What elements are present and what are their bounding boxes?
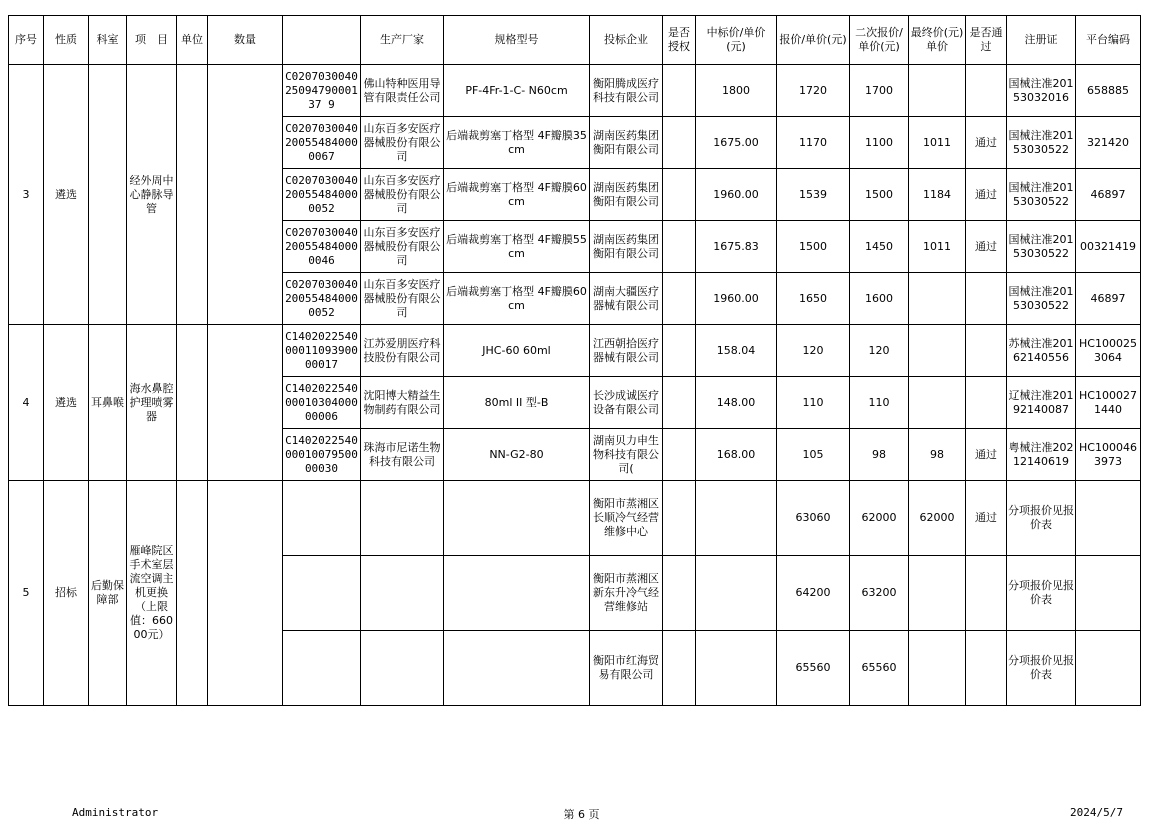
final-price-cell: 1184	[909, 169, 966, 221]
quote-cell: 1539	[777, 169, 850, 221]
maker-cell: 珠海市尼诺生物科技有限公司	[361, 429, 444, 481]
pass-cell: 通过	[966, 481, 1007, 556]
item-cell: 海水鼻腔护理喷雾器	[127, 325, 177, 481]
quote-cell: 1720	[777, 65, 850, 117]
spec-cell	[444, 481, 590, 556]
footer-user: Administrator	[72, 806, 159, 819]
maker-cell: 佛山特种医用导管有限责任公司	[361, 65, 444, 117]
header-cell	[283, 16, 361, 65]
header-cell: 最终价(元)单价	[909, 16, 966, 65]
code-cell	[283, 631, 361, 706]
platform-code-cell: HC1000253064	[1076, 325, 1141, 377]
reg-cert-cell: 分项报价见报价表	[1007, 556, 1076, 631]
pass-cell	[966, 556, 1007, 631]
final-price-cell: 1011	[909, 117, 966, 169]
unit-cell	[177, 481, 208, 706]
quote-cell: 65560	[777, 631, 850, 706]
bidder-cell: 衡阳腾成医疗科技有限公司	[590, 65, 663, 117]
final-price-cell: 62000	[909, 481, 966, 556]
second-quote-cell: 1450	[850, 221, 909, 273]
table-row	[9, 65, 1141, 117]
quote-cell: 120	[777, 325, 850, 377]
header-cell: 序号	[9, 16, 44, 65]
spec-cell: 后端裁剪塞丁格型 4F瓣膜35cm	[444, 117, 590, 169]
header-cell: 项 目	[127, 16, 177, 65]
header-cell: 规格型号	[444, 16, 590, 65]
reg-cert-cell: 国械注准20153030522	[1007, 273, 1076, 325]
win-price-cell: 1960.00	[696, 273, 777, 325]
final-price-cell	[909, 556, 966, 631]
code-cell: C14020225400001007950000030	[283, 429, 361, 481]
final-price-cell	[909, 273, 966, 325]
final-price-cell	[909, 325, 966, 377]
header-cell: 投标企业	[590, 16, 663, 65]
bidder-cell: 衡阳市蒸湘区长顺冷气经营维修中心	[590, 481, 663, 556]
auth-cell	[663, 117, 696, 169]
win-price-cell	[696, 631, 777, 706]
second-quote-cell: 1700	[850, 65, 909, 117]
header-cell: 平台编码	[1076, 16, 1141, 65]
second-quote-cell: 62000	[850, 481, 909, 556]
reg-cert-cell: 分项报价见报价表	[1007, 631, 1076, 706]
win-price-cell: 1800	[696, 65, 777, 117]
header-cell: 生产厂家	[361, 16, 444, 65]
code-cell: C14020225400001109390000017	[283, 325, 361, 377]
table-row	[9, 481, 1141, 556]
footer-date: 2024/5/7	[1070, 806, 1123, 819]
reg-cert-cell: 苏械注准20162140556	[1007, 325, 1076, 377]
pass-cell	[966, 377, 1007, 429]
platform-code-cell	[1076, 556, 1141, 631]
maker-cell	[361, 631, 444, 706]
win-price-cell: 1675.00	[696, 117, 777, 169]
spec-cell: PF-4Fr-1-C- N60cm	[444, 65, 590, 117]
win-price-cell: 168.00	[696, 429, 777, 481]
win-price-cell	[696, 556, 777, 631]
seq-cell: 4	[9, 325, 44, 481]
quote-cell: 105	[777, 429, 850, 481]
pass-cell	[966, 325, 1007, 377]
bidder-cell: 湖南医药集团衡阳有限公司	[590, 117, 663, 169]
maker-cell: 山东百多安医疗器械股份有限公司	[361, 273, 444, 325]
maker-cell	[361, 556, 444, 631]
item-cell: 经外周中心静脉导管	[127, 65, 177, 325]
bidder-cell: 湖南贝力申生物科技有限公司(	[590, 429, 663, 481]
item-cell: 雁峰院区手术室层流空调主机更换（上限值：66000元）	[127, 481, 177, 706]
code-cell: C14020225400001030400000006	[283, 377, 361, 429]
quantity-cell	[208, 65, 283, 325]
auth-cell	[663, 631, 696, 706]
final-price-cell: 1011	[909, 221, 966, 273]
bidder-cell: 江西朝拾医疗器械有限公司	[590, 325, 663, 377]
spec-cell: 后端裁剪塞丁格型 4F瓣膜60cm	[444, 169, 590, 221]
header-cell: 性质	[44, 16, 89, 65]
platform-code-cell: HC1000463973	[1076, 429, 1141, 481]
spec-cell	[444, 556, 590, 631]
reg-cert-cell: 国械注准20153030522	[1007, 169, 1076, 221]
code-cell: C0207030040200554840000067	[283, 117, 361, 169]
header-cell: 二次报价/单价(元)	[850, 16, 909, 65]
spec-cell: 80ml II 型-B	[444, 377, 590, 429]
bidder-cell: 湖南大疆医疗器械有限公司	[590, 273, 663, 325]
unit-cell	[177, 65, 208, 325]
platform-code-cell: 658885	[1076, 65, 1141, 117]
spec-cell: NN-G2-80	[444, 429, 590, 481]
footer-page: 第 6 页	[563, 808, 600, 821]
reg-cert-cell: 分项报价见报价表	[1007, 481, 1076, 556]
seq-cell: 3	[9, 65, 44, 325]
unit-cell	[177, 325, 208, 481]
platform-code-cell: 46897	[1076, 273, 1141, 325]
auth-cell	[663, 221, 696, 273]
dept-cell: 耳鼻喉	[89, 325, 127, 481]
win-price-cell: 1675.83	[696, 221, 777, 273]
header-row	[9, 16, 1141, 65]
pass-cell	[966, 631, 1007, 706]
quantity-cell	[208, 481, 283, 706]
win-price-cell: 158.04	[696, 325, 777, 377]
platform-code-cell: 321420	[1076, 117, 1141, 169]
auth-cell	[663, 169, 696, 221]
seq-cell: 5	[9, 481, 44, 706]
table-row	[9, 325, 1141, 377]
auth-cell	[663, 325, 696, 377]
code-cell: C0207030040200554840000052	[283, 169, 361, 221]
auth-cell	[663, 481, 696, 556]
final-price-cell	[909, 65, 966, 117]
maker-cell: 沈阳博大精益生物制药有限公司	[361, 377, 444, 429]
platform-code-cell	[1076, 481, 1141, 556]
maker-cell	[361, 481, 444, 556]
auth-cell	[663, 377, 696, 429]
auth-cell	[663, 65, 696, 117]
second-quote-cell: 110	[850, 377, 909, 429]
header-cell: 科室	[89, 16, 127, 65]
final-price-cell: 98	[909, 429, 966, 481]
reg-cert-cell: 国械注准20153030522	[1007, 221, 1076, 273]
second-quote-cell: 65560	[850, 631, 909, 706]
bidder-cell: 衡阳市蒸湘区新东升冷气经营维修站	[590, 556, 663, 631]
quote-cell: 110	[777, 377, 850, 429]
maker-cell: 江苏爱朋医疗科技股份有限公司	[361, 325, 444, 377]
reg-cert-cell: 国械注准20153032016	[1007, 65, 1076, 117]
auth-cell	[663, 429, 696, 481]
auth-cell	[663, 556, 696, 631]
dept-cell: 后勤保障部	[89, 481, 127, 706]
spec-cell	[444, 631, 590, 706]
auth-cell	[663, 273, 696, 325]
win-price-cell	[696, 481, 777, 556]
platform-code-cell	[1076, 631, 1141, 706]
spec-cell: JHC-60 60ml	[444, 325, 590, 377]
second-quote-cell: 63200	[850, 556, 909, 631]
pass-cell: 通过	[966, 429, 1007, 481]
reg-cert-cell: 辽械注准20192140087	[1007, 377, 1076, 429]
quote-cell: 64200	[777, 556, 850, 631]
code-cell	[283, 556, 361, 631]
code-cell: C02070300402509479000137 9	[283, 65, 361, 117]
code-cell	[283, 481, 361, 556]
spec-cell: 后端裁剪塞丁格型 4F瓣膜55cm	[444, 221, 590, 273]
win-price-cell: 148.00	[696, 377, 777, 429]
second-quote-cell: 120	[850, 325, 909, 377]
maker-cell: 山东百多安医疗器械股份有限公司	[361, 117, 444, 169]
reg-cert-cell: 国械注准20153030522	[1007, 117, 1076, 169]
bidder-cell: 湖南医药集团衡阳有限公司	[590, 169, 663, 221]
pass-cell	[966, 273, 1007, 325]
maker-cell: 山东百多安医疗器械股份有限公司	[361, 221, 444, 273]
quote-cell: 1500	[777, 221, 850, 273]
pass-cell: 通过	[966, 117, 1007, 169]
second-quote-cell: 98	[850, 429, 909, 481]
second-quote-cell: 1100	[850, 117, 909, 169]
bidder-cell: 长沙成诚医疗设备有限公司	[590, 377, 663, 429]
second-quote-cell: 1600	[850, 273, 909, 325]
pass-cell: 通过	[966, 221, 1007, 273]
header-cell: 单位	[177, 16, 208, 65]
header-cell: 是否通过	[966, 16, 1007, 65]
bidder-cell: 衡阳市红海贸易有限公司	[590, 631, 663, 706]
reg-cert-cell: 粤械注准20212140619	[1007, 429, 1076, 481]
nature-cell: 遴选	[44, 325, 89, 481]
platform-code-cell: 00321419	[1076, 221, 1141, 273]
spec-cell: 后端裁剪塞丁格型 4F瓣膜60cm	[444, 273, 590, 325]
second-quote-cell: 1500	[850, 169, 909, 221]
dept-cell	[89, 65, 127, 325]
header-cell: 数量	[208, 16, 283, 65]
maker-cell: 山东百多安医疗器械股份有限公司	[361, 169, 444, 221]
final-price-cell	[909, 631, 966, 706]
nature-cell: 遴选	[44, 65, 89, 325]
header-cell: 中标价/单价(元)	[696, 16, 777, 65]
header-cell: 注册证	[1007, 16, 1076, 65]
nature-cell: 招标	[44, 481, 89, 706]
bidder-cell: 湖南医药集团衡阳有限公司	[590, 221, 663, 273]
code-cell: C0207030040200554840000046	[283, 221, 361, 273]
quantity-cell	[208, 325, 283, 481]
win-price-cell: 1960.00	[696, 169, 777, 221]
header-cell: 报价/单价(元)	[777, 16, 850, 65]
quote-cell: 1170	[777, 117, 850, 169]
final-price-cell	[909, 377, 966, 429]
platform-code-cell: 46897	[1076, 169, 1141, 221]
pass-cell: 通过	[966, 169, 1007, 221]
quote-cell: 1650	[777, 273, 850, 325]
code-cell: C0207030040200554840000052	[283, 273, 361, 325]
header-cell: 是否授权	[663, 16, 696, 65]
platform-code-cell: HC1000271440	[1076, 377, 1141, 429]
bid-table	[8, 15, 1141, 706]
quote-cell: 63060	[777, 481, 850, 556]
pass-cell	[966, 65, 1007, 117]
